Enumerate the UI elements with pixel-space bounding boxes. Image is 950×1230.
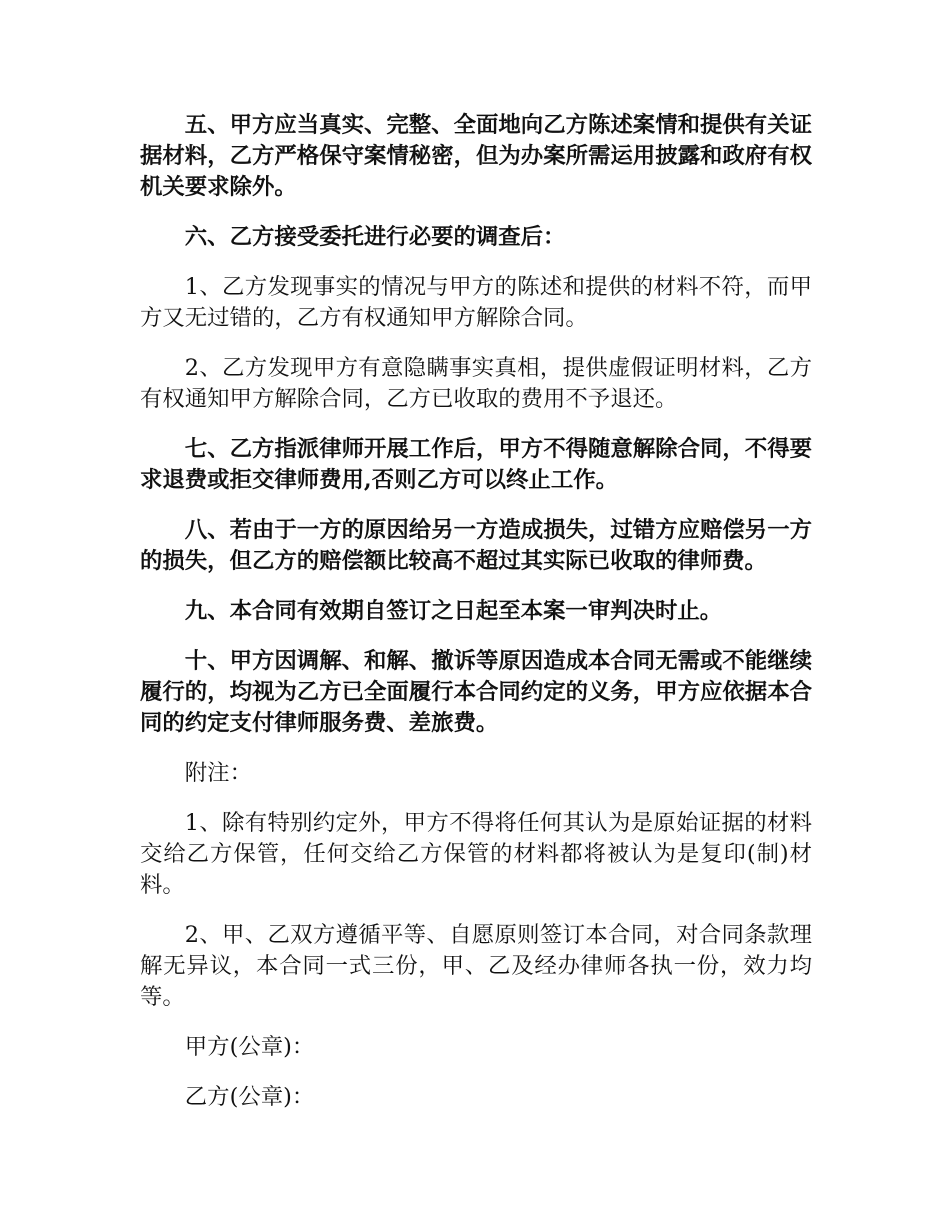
clause-8-paragraph: 八、若由于一方的原因给另一方造成损失，过错方应赔偿另一方的损失，但乙方的赔偿额比较高不超过其实际已收取的律师费。 bbox=[140, 517, 812, 574]
party-a-seal-line: 甲方(公章)： bbox=[184, 1034, 315, 1060]
clause-7-paragraph: 七、乙方指派律师开展工作后，甲方不得随意解除合同，不得要求退费或拒交律师费用,否则乙方可以终止工作。 bbox=[140, 436, 812, 493]
contract-page bbox=[140, 110, 812, 1113]
notes-heading: 附注： bbox=[184, 760, 252, 786]
note-2-paragraph: 2、甲、乙双方遵循平等、自愿原则签订本合同，对合同条款理解无异议，本合同一式三份，甲、乙及经办律师各执一份，效力均等。 bbox=[140, 922, 812, 1010]
party-b-seal-line: 乙方(公章)： bbox=[184, 1084, 315, 1110]
clause-6-paragraph: 六、乙方接受委托进行必要的调查后： bbox=[184, 224, 566, 250]
clause-5-paragraph: 五、甲方应当真实、完整、全面地向乙方陈述案情和提供有关证据材料，乙方严格保守案情秘密，但为办案所需运用披露和政府有权机关要求除外。 bbox=[140, 112, 812, 200]
clause-6-item-2-paragraph: 2、乙方发现甲方有意隐瞒事实真相，提供虚假证明材料，乙方有权通知甲方解除合同，乙方已收取的费用不予退还。 bbox=[140, 355, 812, 412]
clause-6-item-1-paragraph: 1、乙方发现事实的情况与甲方的陈述和提供的材料不符，而甲方又无过错的，乙方有权通知甲方解除合同。 bbox=[140, 274, 812, 331]
note-1-paragraph: 1、除有特别约定外，甲方不得将任何其认为是原始证据的材料交给乙方保管，任何交给乙方保管的材料都将被认为是复印(制)材料。 bbox=[140, 810, 812, 898]
clause-10-paragraph: 十、甲方因调解、和解、撤诉等原因造成本合同无需或不能继续履行的，均视为乙方已全面履行本合同约定的义务，甲方应依据本合同的约定支付律师服务费、差旅费。 bbox=[140, 648, 812, 736]
clause-9-paragraph: 九、本合同有效期自签订之日起至本案一审判决时止。 bbox=[184, 598, 723, 624]
